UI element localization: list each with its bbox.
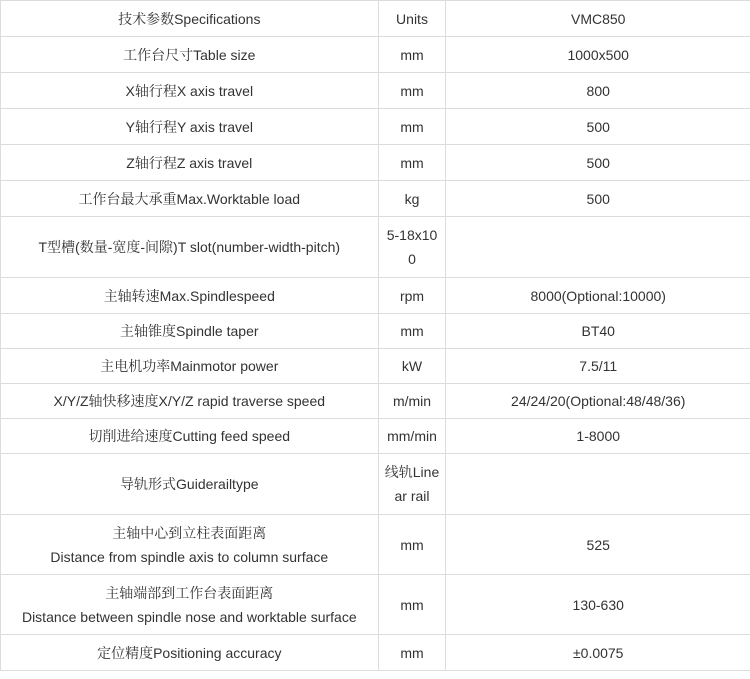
param-name: 定位精度Positioning accuracy <box>1 635 379 671</box>
param-unit: mm <box>378 635 446 671</box>
param-unit: kg <box>378 181 446 217</box>
param-name: 主轴锥度Spindle taper <box>1 314 379 349</box>
param-unit: 5-18x100 <box>378 217 446 278</box>
param-value: 500 <box>446 181 750 217</box>
param-name <box>1 575 379 635</box>
table-row <box>1 314 750 349</box>
param-value: VMC850 <box>446 1 750 37</box>
table-row <box>1 575 750 635</box>
param-name: 主电机功率Mainmotor power <box>1 349 379 384</box>
param-name: 切削进给速度Cutting feed speed <box>1 419 379 454</box>
param-value: 500 <box>446 145 750 181</box>
param-name: X轴行程X axis travel <box>1 73 379 109</box>
param-value: BT40 <box>446 314 750 349</box>
table-row <box>1 109 750 145</box>
param-name-en: Distance between spindle nose and worktable surface <box>21 608 357 625</box>
param-value: 800 <box>446 73 750 109</box>
param-value: 8000(Optional:10000) <box>446 278 750 314</box>
param-name: 导轨形式Guiderailtype <box>1 454 379 515</box>
param-value: 1-8000 <box>446 419 750 454</box>
table-row <box>1 384 750 419</box>
table-row <box>1 278 750 314</box>
table-row <box>1 515 750 575</box>
param-unit: mm/min <box>378 419 446 454</box>
param-name: T型槽(数量-宽度-间隙)T slot(number-width-pitch) <box>1 217 379 278</box>
param-name: 主轴转速Max.Spindlespeed <box>1 278 379 314</box>
table-row <box>1 419 750 454</box>
param-unit: mm <box>378 145 446 181</box>
param-unit: kW <box>378 349 446 384</box>
table-row <box>1 73 750 109</box>
param-value: ±0.0075 <box>446 635 750 671</box>
table-row <box>1 217 750 278</box>
param-value: 500 <box>446 109 750 145</box>
param-unit: mm <box>378 73 446 109</box>
table-row <box>1 181 750 217</box>
param-name <box>1 515 379 575</box>
param-name: Y轴行程Y axis travel <box>1 109 379 145</box>
param-value <box>446 217 750 278</box>
param-unit: Units <box>378 1 446 37</box>
param-value: 1000x500 <box>446 37 750 73</box>
param-name-cn: 主轴中心到立柱表面距离 <box>112 524 267 541</box>
param-unit: mm <box>378 314 446 349</box>
param-unit: mm <box>378 575 446 635</box>
param-unit: m/min <box>378 384 446 419</box>
param-name: 工作台最大承重Max.Worktable load <box>1 181 379 217</box>
table-row <box>1 37 750 73</box>
param-name: X/Y/Z轴快移速度X/Y/Z rapid traverse speed <box>1 384 379 419</box>
param-unit: 线轨Linear rail <box>378 454 446 515</box>
param-unit: mm <box>378 109 446 145</box>
param-unit: mm <box>378 37 446 73</box>
param-name: 技术参数Specifications <box>1 1 379 37</box>
param-value: 24/24/20(Optional:48/48/36) <box>446 384 750 419</box>
param-value: 130-630 <box>446 575 750 635</box>
param-name: 工作台尺寸Table size <box>1 37 379 73</box>
param-value: 525 <box>446 515 750 575</box>
param-value <box>446 454 750 515</box>
param-value: 7.5/11 <box>446 349 750 384</box>
param-name: Z轴行程Z axis travel <box>1 145 379 181</box>
table-row <box>1 1 750 37</box>
param-unit: rpm <box>378 278 446 314</box>
table-row <box>1 349 750 384</box>
table-row <box>1 635 750 671</box>
table-row <box>1 145 750 181</box>
param-unit: mm <box>378 515 446 575</box>
table-row <box>1 454 750 515</box>
param-name-en: Distance from spindle axis to column surface <box>50 548 329 565</box>
param-name-cn: 主轴端部到工作台表面距离 <box>105 584 274 601</box>
